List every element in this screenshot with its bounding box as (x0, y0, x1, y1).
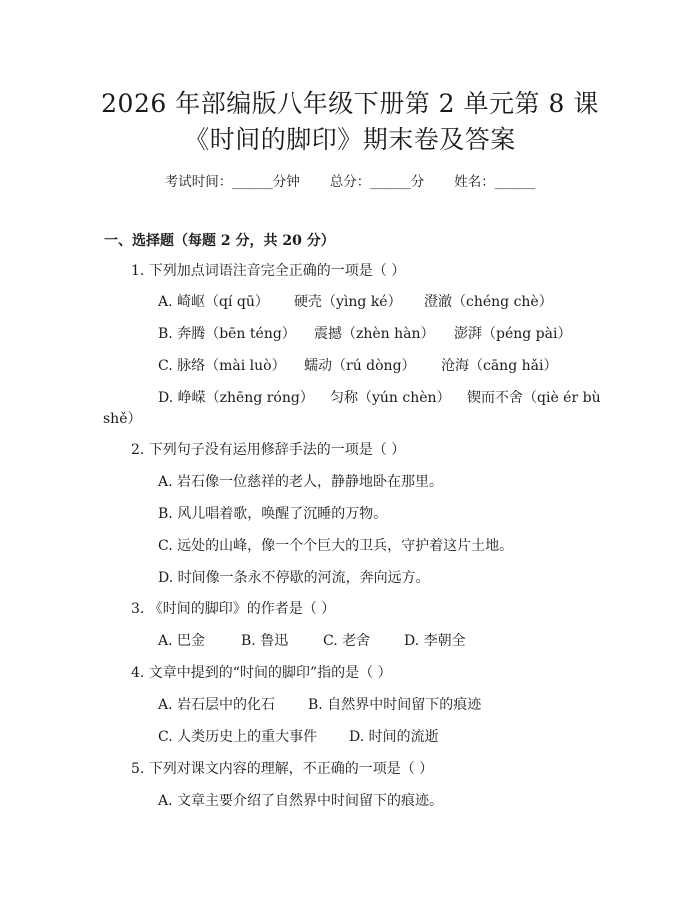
option-text: A. 岩石层中的化石 (158, 697, 276, 713)
option-text: B. 奔腾（bēn téng） (158, 326, 296, 342)
option-text: 澎湃（péng pài） (454, 326, 572, 342)
question-5-stem: 5. 下列对课文内容的理解，不正确的一项是（ ） (131, 761, 434, 777)
question-4-stem: 4. 文章中提到的“时间的脚印”指的是（ ） (131, 665, 392, 681)
option-text: 锲而不舍（qiè ér bù (467, 390, 601, 406)
option-text: 匀称（yún chèn） (330, 390, 451, 406)
option-text: B. 鲁迅 (241, 633, 289, 649)
exam-time: 考试时间：______分钟 (164, 174, 300, 190)
option-text: 震撼（zhèn hàn） (314, 326, 435, 342)
option-text: 沧海（cāng hǎi） (441, 358, 558, 374)
option-text: D. 李朝全 (404, 633, 466, 649)
question-1-option-c (158, 357, 558, 375)
question-2-option-a: A. 岩石像一位慈祥的老人，静静地卧在那里。 (158, 474, 444, 490)
question-1-option-d (158, 389, 601, 407)
option-text: D. 峥嵘（zhēng róng） (158, 390, 314, 406)
question-1-option-d-wrap: shě） (103, 411, 142, 427)
question-5-option-a: A. 文章主要介绍了自然界中时间留下的痕迹。 (158, 793, 444, 809)
title-line-2: 《时间的脚印》期末卷及答案 (184, 125, 516, 154)
section-heading: 一、选择题（每题 2 分，共 20 分） (104, 233, 335, 249)
option-text: 硬壳（yìng ké） (294, 294, 402, 310)
exam-meta (0, 170, 700, 190)
option-text: D. 时间的流逝 (349, 729, 439, 745)
option-text: 澄澈（chéng chè） (424, 294, 553, 310)
option-text: C. 老舍 (323, 633, 371, 649)
question-1-option-a (158, 293, 553, 311)
question-2-option-c: C. 远处的山峰，像一个个巨大的卫兵，守护着这片土地。 (158, 538, 514, 554)
option-text: C. 脉络（mài luò） (158, 358, 286, 374)
question-3-stem: 3. 《时间的脚印》的作者是（ ） (131, 601, 336, 617)
question-3-options (158, 632, 466, 650)
question-1-stem: 1. 下列加点词语注音完全正确的一项是（ ） (131, 263, 406, 279)
question-2-option-b: B. 风儿唱着歌，唤醒了沉睡的万物。 (158, 506, 388, 522)
title-line-1: 2026 年部编版八年级下册第 2 单元第 8 课 (101, 89, 599, 118)
option-text: A. 崎岖（qí qū） (158, 294, 269, 310)
total-score: 总分：______分 (329, 174, 425, 190)
question-4-options-row-2 (158, 728, 439, 746)
question-2-stem: 2. 下列句子没有运用修辞手法的一项是（ ） (131, 442, 406, 458)
option-text: C. 人类历史上的重大事件 (158, 729, 318, 745)
question-1-option-b (158, 325, 572, 343)
question-2-option-d: D. 时间像一条永不停歇的河流，奔向远方。 (158, 570, 430, 586)
student-name: 姓名：______ (454, 174, 536, 190)
option-text: A. 巴金 (158, 633, 206, 649)
question-4-options-row-1 (158, 696, 482, 714)
option-text: 蠕动（rú dòng） (304, 358, 416, 374)
option-text: B. 自然界中时间留下的痕迹 (308, 697, 482, 713)
